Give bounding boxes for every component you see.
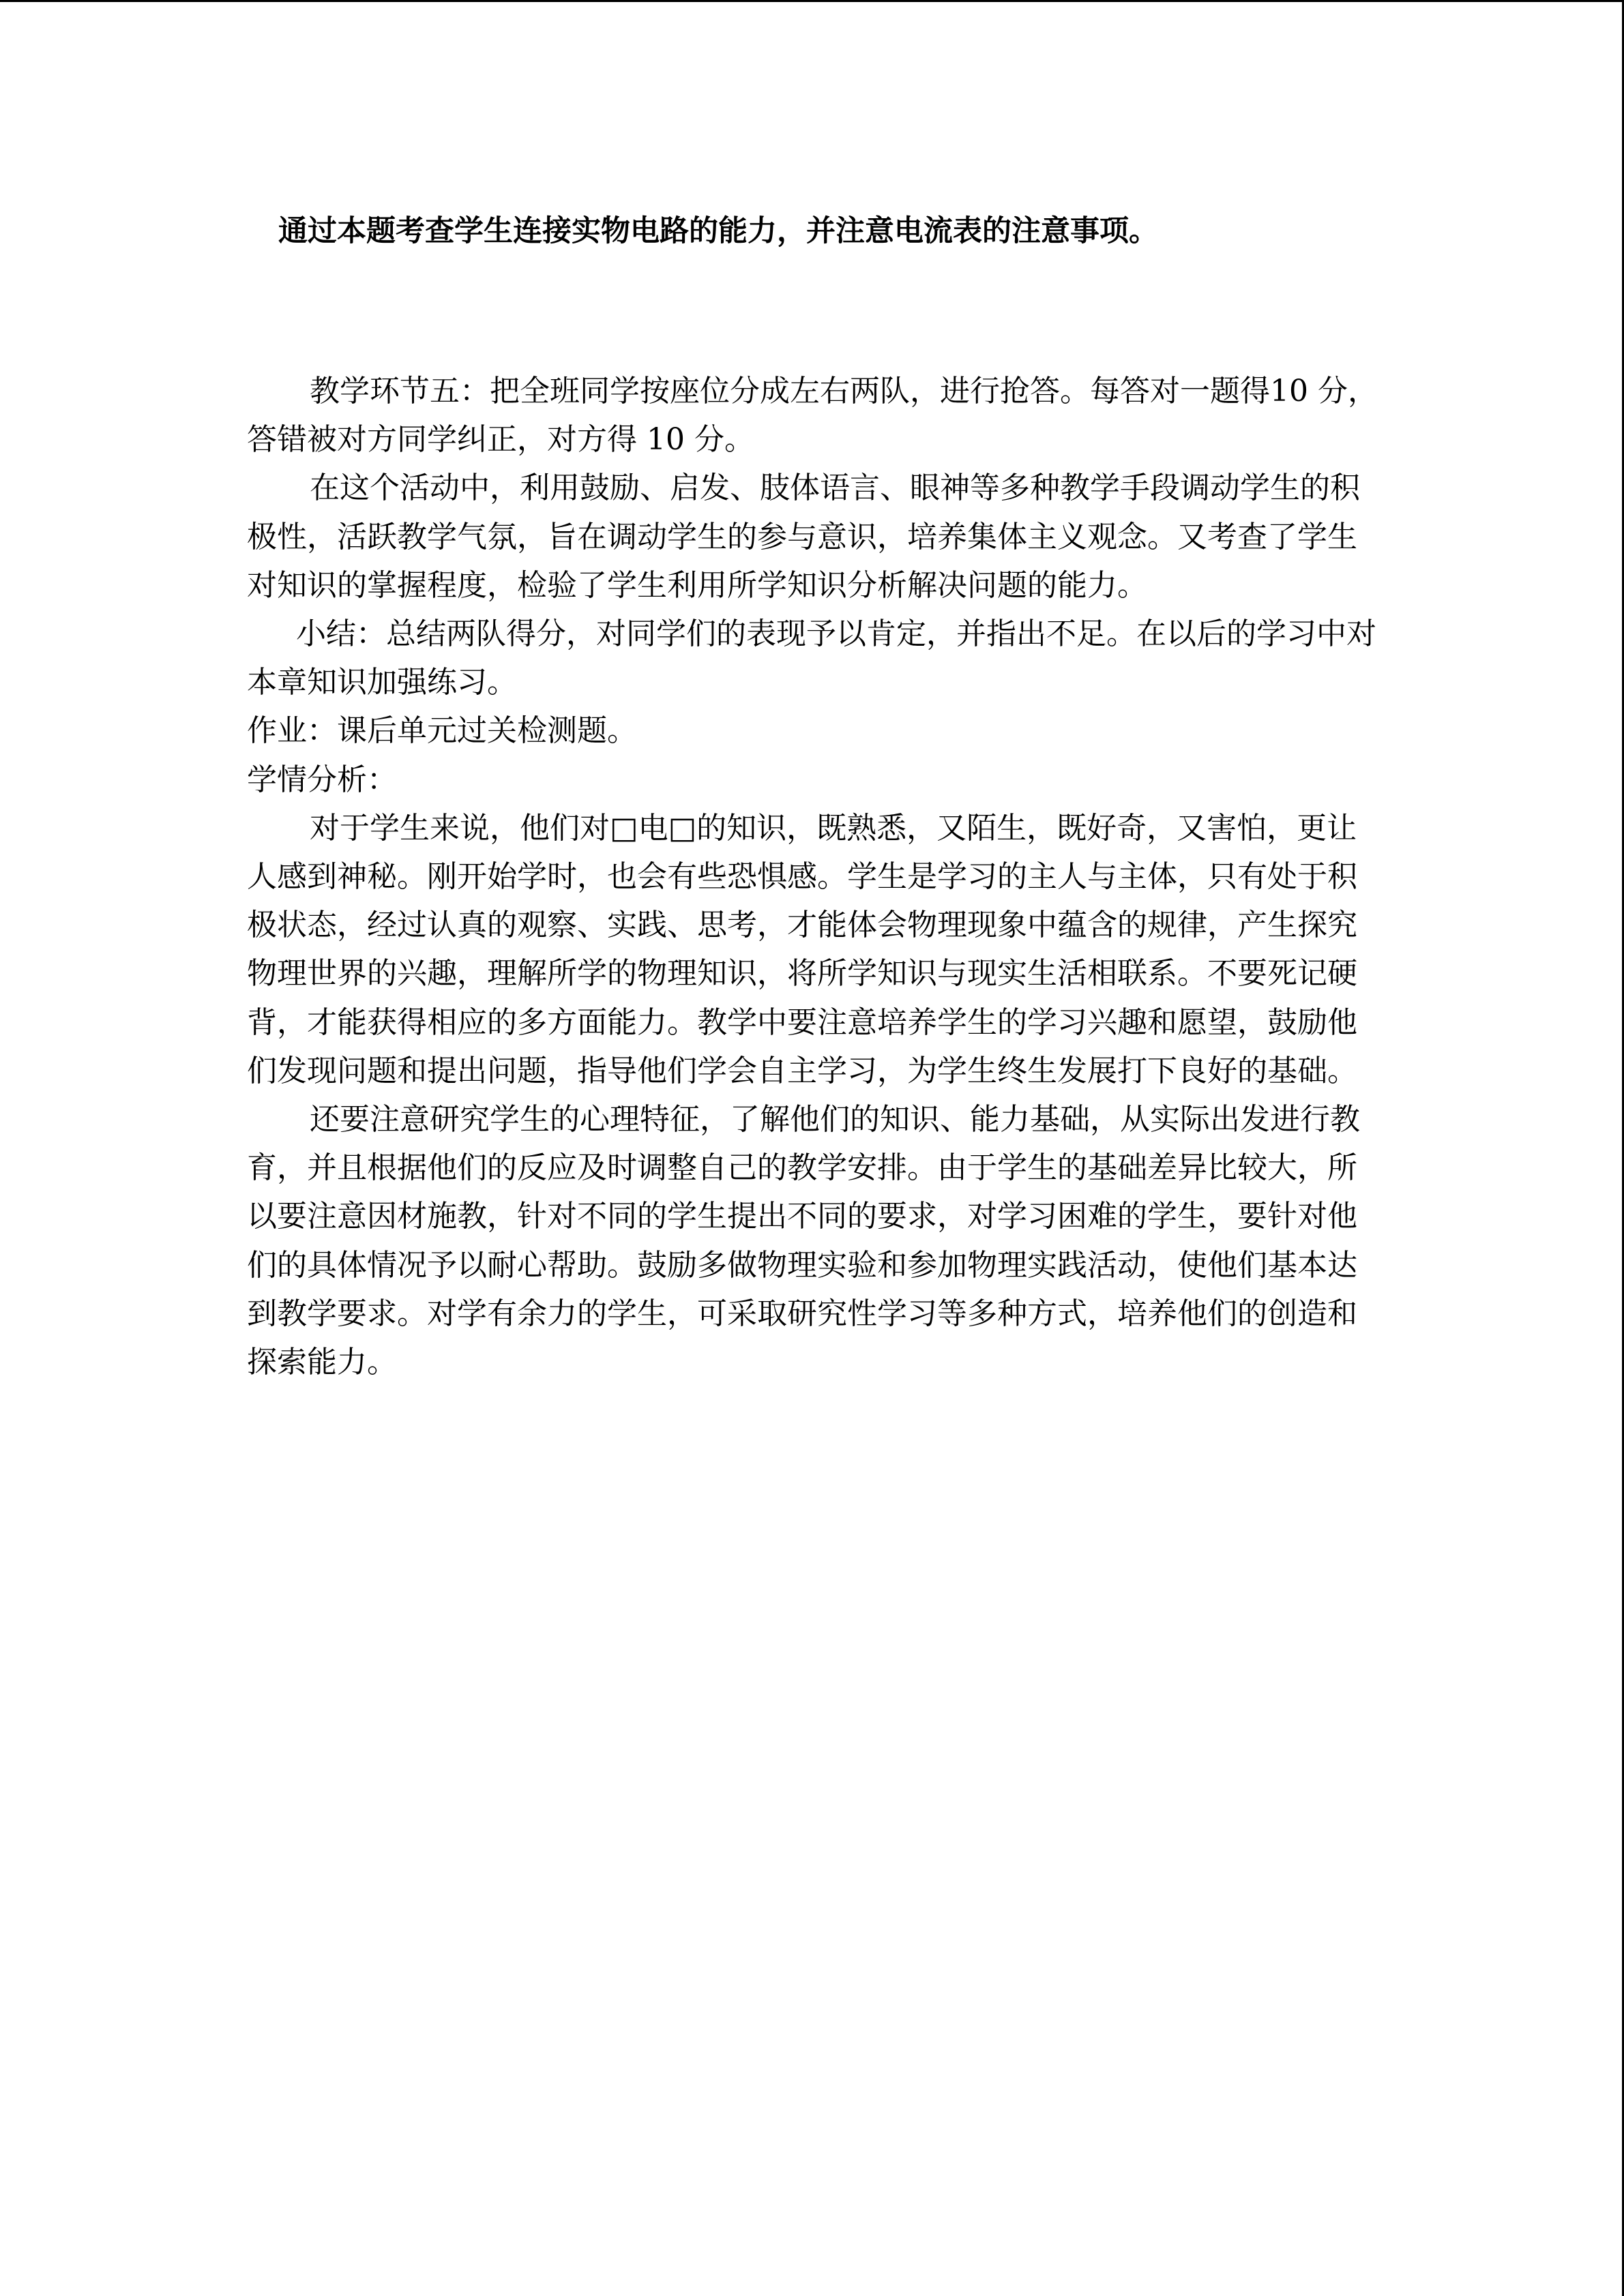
analysis-paragraph-2: 还要注意研究学生的心理特征，了解他们的知识、能力基础，从实际出发进行教育，并且根据他们的反应及时调整自己的教学安排。由于学生的基础差异比较大，所以要注意因材施教，针对不同的学生提出不同的要求，对学习困难的学生，要针对他们的具体情况予以耐心帮助。鼓励多做物理实验和参加物理实践活动，使他们基本达到教学要求。对学有余力的学生，可采取研究性学习等多种方式，培养他们的创造和探索能力。 (247, 1102, 1360, 1380)
page-border-top (0, 0, 1624, 2)
section5-paragraph-1: 教学环节五：把全班同学按座位分成左右两队，进行抢答。每答对一题得10 分，答错被对方同学纠正，对方得 10 分。 (247, 374, 1378, 458)
analysis-paragraph-1: 对于学生来说，他们对□电□的知识，既熟悉，又陌生，既好奇，又害怕，更让人感到神秘。刚开始学时，也会有些恐惧感。学生是学习的主人与主体，只有处于积极状态，经过认真的观察、实践、思考，才能体会物理现象中蕴含的规律，产生探究物理世界的兴趣，理解所学的物理知识，将所学知识与现实生活相联系。不要死记硬背，才能获得相应的多方面能力。教学中要注意培养学生的学习兴趣和愿望，鼓励他们发现问题和提出问题，指导他们学会自主学习，为学生终生发展打下良好的基础。 (247, 810, 1357, 1088)
section5-paragraph-2: 在这个活动中，利用鼓励、启发、肢体语言、眼神等多种教学手段调动学生的积极性，活跃教学气氛，旨在调动学生的参与意识，培养集体主义观念。又考查了学生对知识的掌握程度，检验了学生利用所学知识分析解决问题的能力。 (247, 471, 1360, 603)
analysis-heading: 学情分析： (247, 762, 397, 797)
intro-bold-line: 通过本题考查学生连接实物电路的能力，并注意电流表的注意事项。 (278, 214, 1158, 248)
homework-line: 作业：课后单元过关检测题。 (247, 713, 637, 749)
summary-paragraph: 小结：总结两队得分，对同学们的表现予以肯定，并指出不足。在以后的学习中对本章知识加强练习。 (247, 616, 1376, 700)
document-body (247, 367, 1379, 1386)
